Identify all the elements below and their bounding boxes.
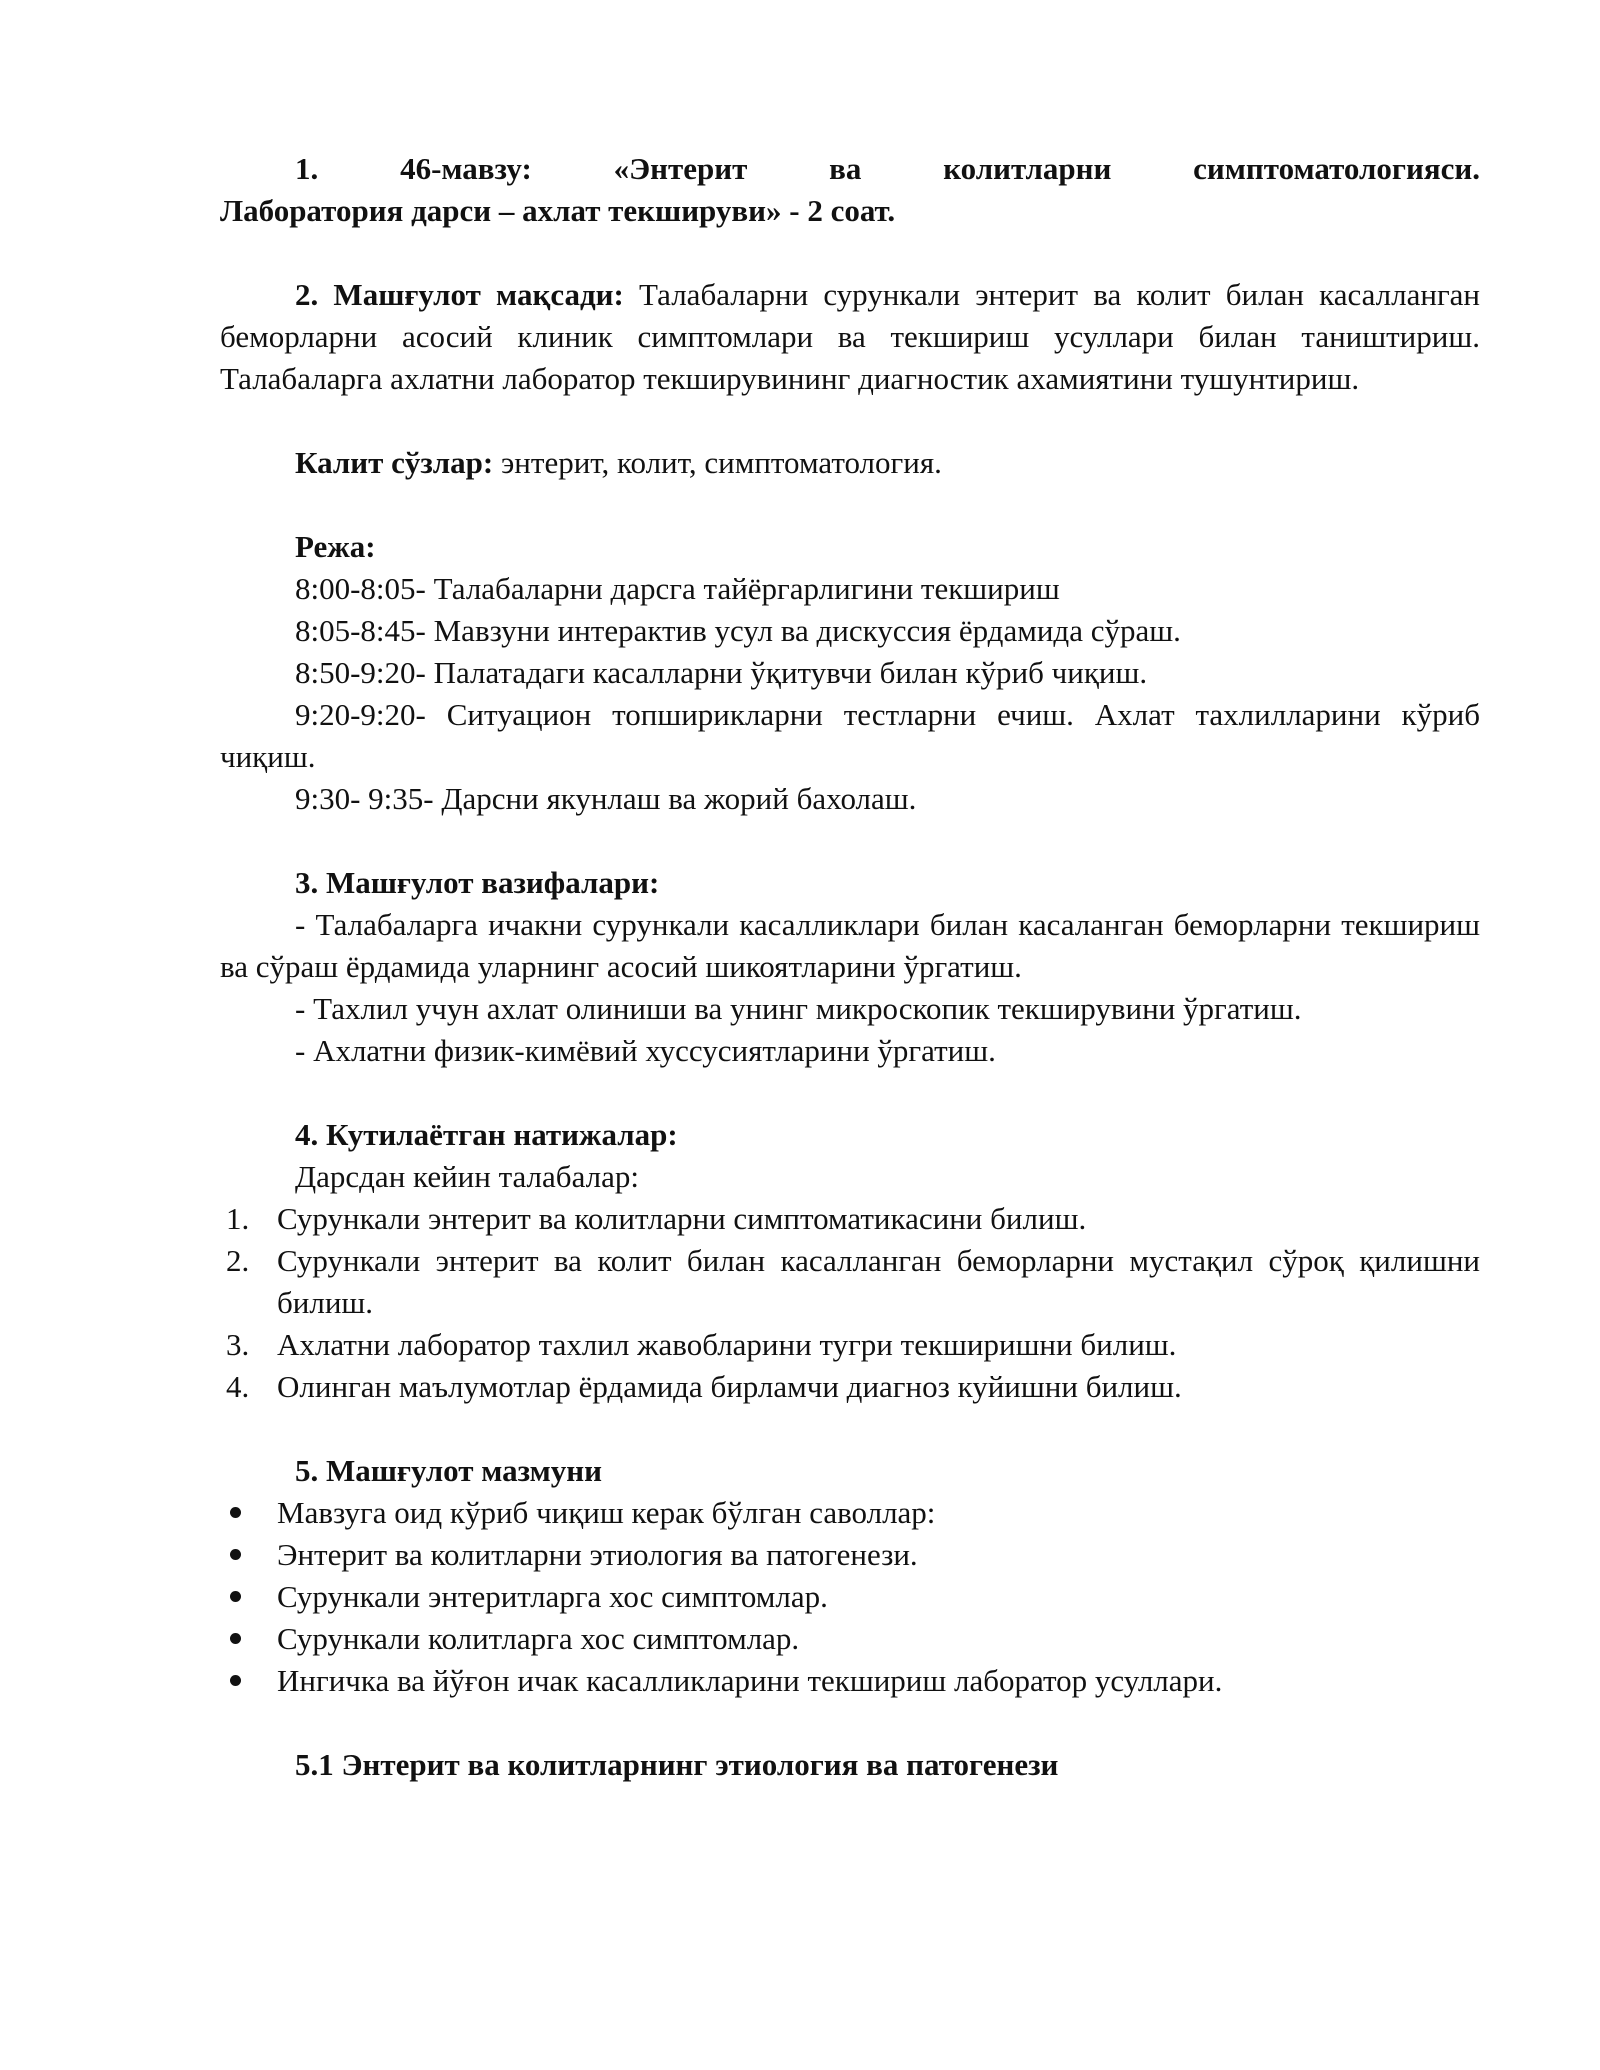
bullet-icon (230, 1549, 241, 1560)
list-item (220, 1240, 1480, 1324)
title-word: симптоматологияси. (1193, 151, 1480, 186)
list-number: 2. (226, 1243, 250, 1278)
list-text: Сурункали колитларга хос симптомлар. (277, 1621, 800, 1656)
list-item (220, 1324, 1480, 1366)
title-word: 46-мавзу: (400, 151, 532, 186)
list-text: Олинган маълумотлар ёрдамида бирламчи диагноз куйишни билиш. (277, 1369, 1182, 1404)
list-item (220, 1492, 1480, 1534)
goal-text: Талабаларни сурункали энтерит ва колит билан касалланган беморларни асосий клиник симптомлари ва текшириш усуллари билан таништириш. Талабаларга ахлатни лаборатор текширувининг диагностик ахамиятини тушунтириш. (220, 277, 1481, 396)
list-text: Сурункали энтерит ва колит билан касалланган беморларни мустақил сўроқ қилишни билиш. (277, 1243, 1480, 1320)
list-item (220, 1576, 1480, 1618)
plan-label: Режа: (295, 529, 376, 564)
plan-item: 8:05-8:45- Мавзуни интерактив усул ва дискуссия ёрдамида сўраш. (295, 613, 1181, 648)
tasks-label: 3. Машғулот вазифалари: (295, 865, 660, 900)
title-word: колитларни (943, 151, 1112, 186)
keywords-text: энтерит, колит, симптоматология. (501, 445, 942, 480)
bullet-icon (230, 1591, 241, 1602)
document-page (220, 148, 1480, 1786)
list-item (220, 1660, 1480, 1702)
list-item (220, 1366, 1480, 1408)
keywords-paragraph (220, 442, 1480, 484)
list-number: 1. (226, 1201, 250, 1236)
bullet-icon (230, 1507, 241, 1518)
list-text: Ингичка ва йўғон ичак касалликларини текшириш лаборатор усуллари. (277, 1663, 1223, 1698)
goal-paragraph (220, 274, 1480, 400)
results-label: 4. Кутилаётган натижалар: (295, 1117, 678, 1152)
list-item (220, 1198, 1480, 1240)
list-item (220, 1618, 1480, 1660)
list-number: 4. (226, 1369, 250, 1404)
content-list (220, 1492, 1480, 1702)
bullet-icon (230, 1633, 241, 1644)
plan-item: 9:20-9:20- Ситуацион топширикларни тестларни ечиш. Ахлат тахлилларини кўриб чиқиш. (220, 697, 1480, 774)
keywords-label: Калит сўзлар: (295, 445, 494, 480)
list-text: Мавзуга оид кўриб чиқиш керак бўлган саволлар: (277, 1495, 936, 1530)
list-text: Сурункали энтеритларга хос симптомлар. (277, 1579, 828, 1614)
list-number: 3. (226, 1327, 250, 1362)
list-text: Ахлатни лаборатор тахлил жавобларини тугри текширишни билиш. (277, 1327, 1177, 1362)
title-line-2: Лаборатория дарси – ахлат текшируви» - 2 соат. (220, 193, 896, 228)
results-intro: Дарсдан кейин талабалар: (295, 1159, 639, 1194)
plan-item: 9:30- 9:35- Дарсни якунлаш ва жорий бахолаш. (295, 781, 917, 816)
title-word: 1. (295, 151, 319, 186)
task-item: - Ахлатни физик-кимёвий хуссусиятларини ўргатиш. (295, 1033, 996, 1068)
task-item: - Тахлил учун ахлат олиниши ва унинг микроскопик текширувини ўргатиш. (295, 991, 1302, 1026)
title-line-1 (220, 148, 1480, 190)
results-list (220, 1198, 1480, 1408)
title-word: ва (829, 151, 862, 186)
plan-item: 8:50-9:20- Палатадаги касалларни ўқитувчи билан кўриб чиқиш. (295, 655, 1148, 690)
task-item: - Талабаларга ичакни сурункали касалликлари билан касаланган беморларни текшириш ва сўраш ёрдамида уларнинг асосий шикоятларини ўргатиш. (220, 907, 1480, 984)
list-item (220, 1534, 1480, 1576)
bullet-icon (230, 1675, 241, 1686)
subsection-heading: 5.1 Энтерит ва колитларнинг этиология ва патогенези (295, 1747, 1059, 1782)
plan-item: 8:00-8:05- Талабаларни дарсга тайёргарлигини текшириш (295, 571, 1060, 606)
content-label: 5. Машғулот мазмуни (295, 1453, 602, 1488)
list-text: Энтерит ва колитларни этиология ва патогенези. (277, 1537, 918, 1572)
list-text: Сурункали энтерит ва колитларни симптоматикасини билиш. (277, 1201, 1087, 1236)
title-word: «Энтерит (613, 151, 748, 186)
goal-label: 2. Машғулот мақсади: (295, 277, 624, 312)
